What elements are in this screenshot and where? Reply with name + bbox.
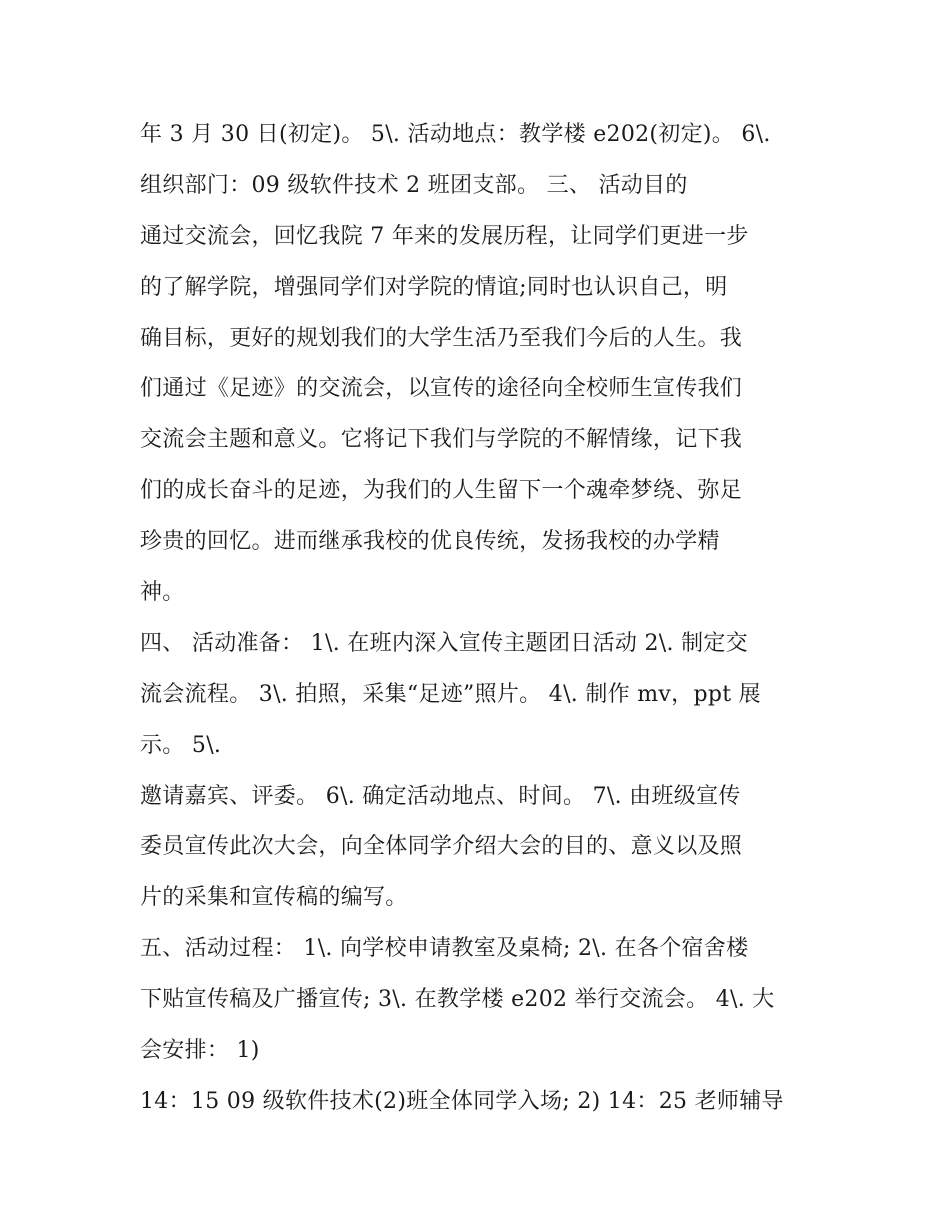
text-line: 神。: [140, 580, 185, 606]
text-line: 们通过《足迹》的交流会，以宣传的途径向全校师生宣传我们: [140, 376, 743, 402]
document-body: [140, 110, 830, 1128]
text-line: 通过交流会，回忆我院 7 年来的发展历程，让同学们更进一步: [140, 223, 749, 249]
text-line: 珍贵的回忆。进而继承我校的优良传统，发扬我校的办学精: [140, 529, 720, 555]
text-line: 年 3 月 30 日(初定)。 5\. 活动地点：教学楼 e202(初定)。 6\.: [140, 122, 771, 147]
text-line: 委员宣传此次大会，向全体同学介绍大会的目的、意义以及照: [140, 834, 743, 860]
text-line: 14：15 09 级软件技术(2)班全体同学入场; 2) 14：25 老师辅导: [140, 1088, 784, 1114]
text-line: 们的成长奋斗的足迹，为我们的人生留下一个魂牵梦绕、弥足: [140, 478, 743, 504]
text-line: 片的采集和宣传稿的编写。: [140, 885, 408, 911]
text-line: 确目标，更好的规划我们的大学生活乃至我们今后的人生。我: [140, 325, 743, 351]
text-line: 示。 5\.: [140, 732, 222, 758]
text-line: 邀请嘉宾、评委。 6\. 确定活动地点、时间。 7\. 由班级宣传: [140, 783, 741, 809]
text-line: 的了解学院，增强同学们对学院的情谊;同时也认识自己，明: [140, 274, 728, 300]
text-line: 交流会主题和意义。它将记下我们与学院的不解情缘，记下我: [140, 427, 743, 453]
text-line: 下贴宣传稿及广播宣传; 3\. 在教学楼 e202 举行交流会。 4\. 大: [140, 987, 775, 1013]
text-line: 会安排： 1): [140, 1038, 260, 1064]
text-line: 五、活动过程： 1\. 向学校申请教室及桌椅; 2\. 在各个宿舍楼: [140, 936, 749, 962]
text-line: 组织部门：09 级软件技术 2 班团支部。 三、 活动目的: [140, 172, 688, 198]
text-line: 四、 活动准备： 1\. 在班内深入宣传主题团日活动 2\. 制定交: [140, 630, 748, 656]
text-line: 流会流程。 3\. 拍照，采集“足迹”照片。 4\. 制作 mv，ppt 展: [140, 681, 761, 707]
